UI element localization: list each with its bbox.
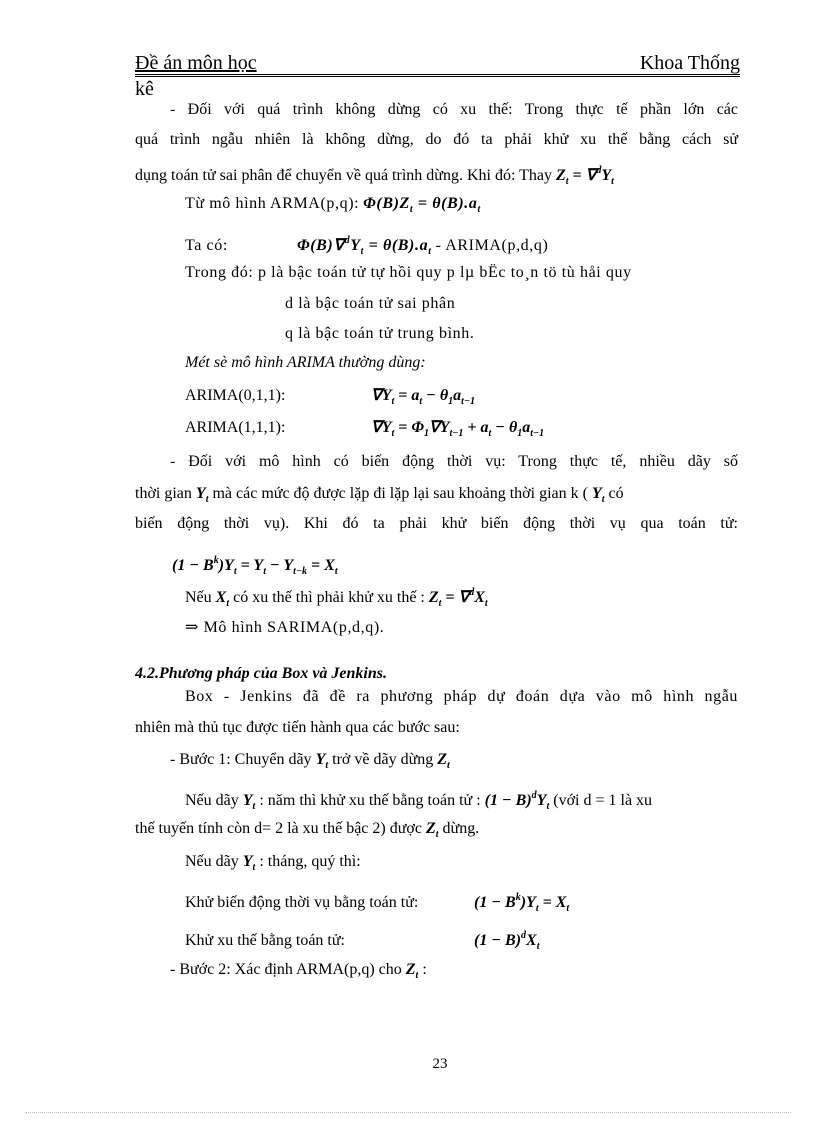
formula: $Y_t$: [195, 485, 209, 505]
paragraph-line: [185, 852, 738, 878]
paragraph-line: ⇒ Mô hình SARIMA(p,d,q).: [185, 619, 385, 636]
model-line: [185, 386, 738, 412]
paragraph-line: biến động thời vụ). Khi đó ta phải khử biến động thời vụ qua toán tử:: [135, 515, 738, 532]
text: Nếu dãy: [185, 853, 239, 870]
text: trở về dãy dừng: [332, 751, 434, 768]
page-bottom-border: [25, 1112, 791, 1113]
header-right: Khoa Thống: [639, 52, 740, 74]
where-line: Trong đó: p là bậc toán tử tự hồi quy p lµ bËc to¸n tö tù håi quy: [185, 264, 632, 281]
formula: $Y_t$: [242, 853, 256, 873]
text: dụng toán tử sai phân để chuyển về quá trình dừng. Khi đó: Thay: [135, 167, 552, 184]
formula: $Z_t = \nabla^dX_t$: [428, 587, 488, 609]
paragraph-line: [135, 161, 738, 192]
formula: $\Phi(B)\nabla^dY_t = \theta(B).a_t$: [297, 235, 432, 257]
text: thế tuyến tính còn d= 2 là xu thế bậc 2) được: [135, 820, 422, 837]
paragraph-line: [185, 888, 738, 919]
text: (với d = 1 là xu: [553, 792, 653, 809]
formula: $Y_t$: [242, 792, 256, 812]
page-number: 23: [432, 1056, 448, 1072]
header-left: Đề án môn học: [135, 52, 257, 74]
text: Nếu dãy: [185, 792, 239, 809]
paragraph-line: - Đối với quá trình không dừng có xu thế: Trong thực tế phần lớn các: [170, 101, 738, 118]
formula: $Z_t$: [425, 820, 439, 840]
where-line: d là bậc toán tử sai phân: [285, 295, 456, 312]
paragraph-line: [135, 484, 738, 510]
paragraph-line: nhiên mà thủ tục được tiến hành qua các bước sau:: [135, 719, 460, 736]
text: mà các mức độ được lặp đi lặp lại sau khoảng thời gian k (: [212, 485, 588, 502]
formula: $Z_t$: [405, 961, 419, 981]
text: Khử xu thế bằng toán tử:: [185, 932, 345, 949]
text: có: [608, 485, 624, 502]
paragraph-line: [185, 926, 738, 957]
formula: $Y_t$: [315, 751, 329, 771]
formula: $\Phi(B)Z_t = \theta(B).a_t$: [363, 195, 481, 215]
arma-line: [185, 194, 738, 220]
text: dừng.: [442, 820, 480, 837]
formula: $\nabla Y_t = a_t - \theta_1a_{t-1}$: [371, 387, 476, 407]
paragraph-line: [185, 786, 738, 817]
paragraph-line: - Đối với mô hình có biến động thời vụ: Trong thực tế, nhiều dãy số: [170, 453, 738, 470]
formula: $\nabla Y_t = \Phi_1\nabla Y_{t-1} + a_t - \theta_1a_{t-1}$: [371, 419, 545, 439]
paragraph-line: quá trình ngẫu nhiên là không dừng, do đó ta phải khử xu thế bằng cách sử: [135, 131, 738, 148]
text: có xu thế thì phải khử xu thế :: [233, 589, 425, 606]
text: Khử biến động thời vụ bằng toán tử:: [185, 894, 419, 911]
text: Từ mô hình ARMA(p,q):: [185, 195, 360, 212]
text: :: [422, 961, 427, 978]
text: thời gian: [135, 485, 192, 502]
formula: $(1 - B)^dX_t$: [474, 930, 540, 952]
text: ARIMA(0,1,1):: [185, 387, 286, 404]
text: - ARIMA(p,d,q): [435, 237, 549, 254]
header-wrap: kê: [135, 78, 154, 100]
paragraph-line: [135, 819, 738, 845]
section-heading: 4.2.Phương pháp của Box và Jenkins.: [135, 665, 387, 682]
formula: $(1 - B^k)Y_t = Y_t - Y_{t-k} = X_t$: [172, 555, 338, 577]
taco-line: [185, 231, 738, 262]
where-line: q là bậc toán tử trung bình.: [285, 325, 475, 342]
paragraph-line: Box - Jenkins đã đề ra phương pháp dự đoán dựa vào mô hình ngẫu: [185, 688, 738, 705]
step-line: [170, 960, 738, 986]
formula: $Z_t$: [437, 751, 450, 771]
formula: $X_t$: [215, 589, 230, 609]
text: Nếu: [185, 589, 212, 606]
formula: $(1 - B)^dY_t$: [484, 790, 550, 812]
subheading: Mét sè mô hình ARIMA thường dùng:: [185, 354, 426, 371]
step-line: [170, 750, 738, 776]
text: - Bước 1: Chuyển dãy: [170, 751, 312, 768]
formula-line: [168, 551, 771, 582]
text: : năm thì khử xu thế bằng toán tử :: [259, 792, 481, 809]
text: ARIMA(1,1,1):: [185, 419, 286, 436]
formula: $Y_t$: [591, 485, 605, 505]
paragraph-line: [185, 583, 738, 614]
model-line: [185, 418, 738, 444]
text: - Bước 2: Xác định ARMA(p,q) cho: [170, 961, 402, 978]
page-header: [135, 52, 740, 77]
formula: $Z_t = \nabla^dY_t$: [555, 165, 614, 187]
text: Ta có:: [185, 237, 228, 254]
formula: $(1 - B^k)Y_t = X_t$: [474, 892, 570, 914]
text: : tháng, quý thì:: [259, 853, 361, 870]
